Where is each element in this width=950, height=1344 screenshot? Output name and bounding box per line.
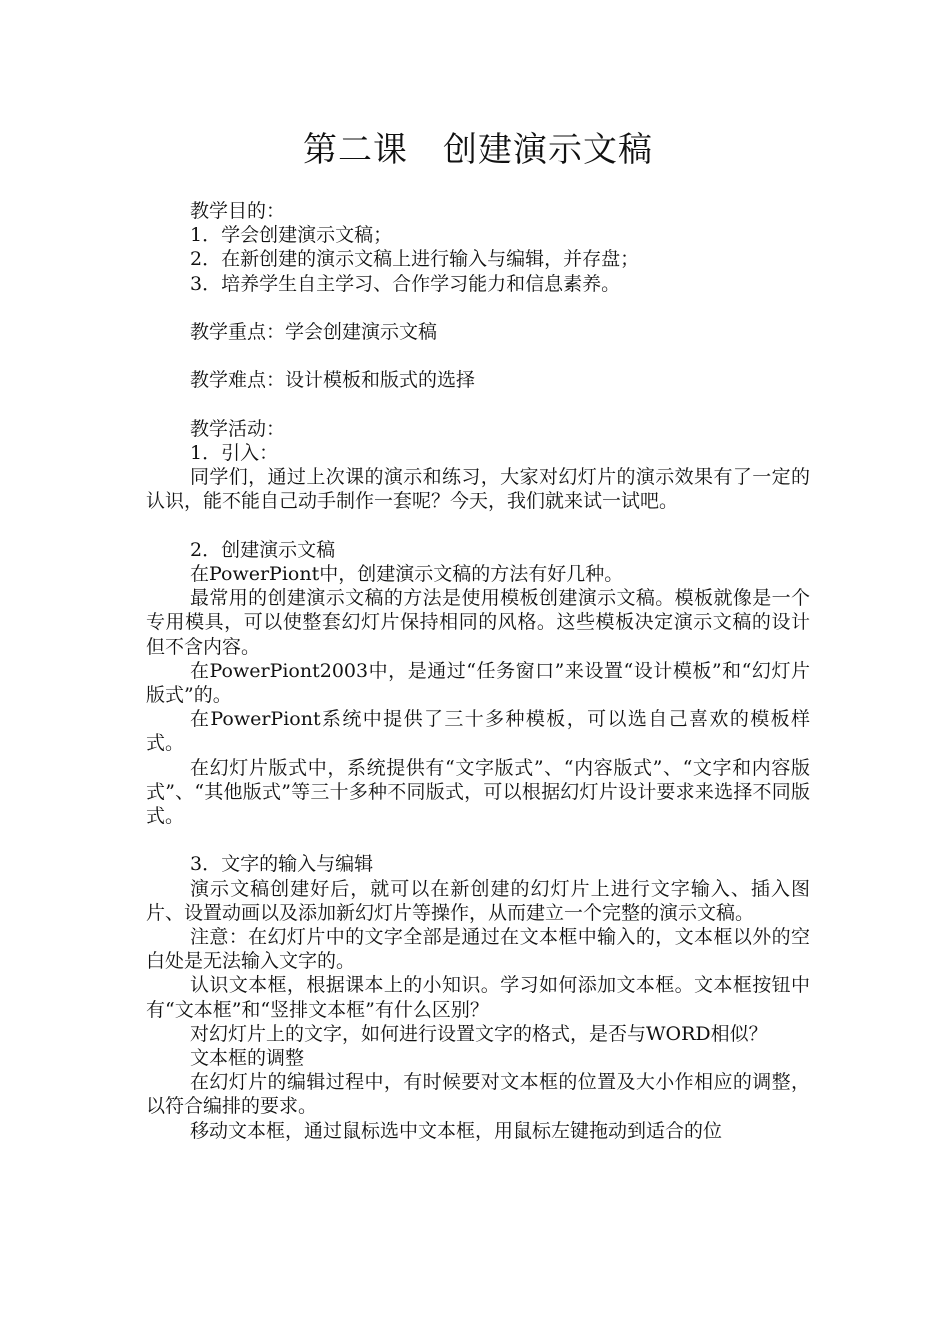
objectives-heading: 教学目的： bbox=[190, 200, 286, 222]
objective-item-2: 2．在新创建的演示文稿上进行输入与编辑，并存盘； bbox=[190, 248, 640, 271]
section3-paragraph: 认识文本框，根据课本上的小知识。学习如何添加文本框。文本框按钮中有“文本框”和“竖排文本框”有什么区别？ bbox=[146, 974, 810, 1021]
intro-heading: 1．引入： bbox=[190, 441, 279, 464]
page-title: 第二课 创建演示文稿 bbox=[303, 130, 653, 170]
section3-paragraph: 移动文本框，通过鼠标选中文本框，用鼠标左键拖动到适合的位 bbox=[190, 1119, 723, 1142]
document-body bbox=[146, 199, 810, 1143]
activities-heading: 教学活动： bbox=[190, 417, 286, 440]
spacer bbox=[146, 296, 810, 320]
section2-paragraph: 在PowerPiont中，创建演示文稿的方法有好几种。 bbox=[190, 562, 624, 585]
section3-paragraph: 对幻灯片上的文字，如何进行设置文字的格式，是否与WORD相似？ bbox=[190, 1022, 768, 1045]
spacer bbox=[146, 514, 810, 538]
section3-heading: 3．文字的输入与编辑 bbox=[190, 853, 374, 876]
intro-text: 同学们，通过上次课的演示和练习，大家对幻灯片的演示效果有了一定的认识，能不能自己动手制作一套呢？今天，我们就来试一试吧。 bbox=[146, 466, 810, 513]
difficulty: 教学难点：设计模板和版式的选择 bbox=[190, 369, 476, 392]
section2-heading: 2．创建演示文稿 bbox=[190, 538, 336, 561]
section3-paragraph: 在幻灯片的编辑过程中，有时候要对文本框的位置及大小作相应的调整，以符合编排的要求。 bbox=[146, 1071, 810, 1118]
spacer bbox=[146, 393, 810, 417]
section2-paragraph: 在PowerPiont2003中，是通过“任务窗口”来设置“设计模板”和“幻灯片版式”的。 bbox=[146, 659, 810, 706]
section3-paragraph: 演示文稿创建好后，就可以在新创建的幻灯片上进行文字输入、插入图片、设置动画以及添加新幻灯片等操作，从而建立一个完整的演示文稿。 bbox=[146, 877, 810, 924]
objective-item-1: 1．学会创建演示文稿； bbox=[190, 224, 393, 247]
key-point: 教学重点：学会创建演示文稿 bbox=[190, 321, 438, 343]
spacer bbox=[146, 344, 810, 368]
section2-paragraph: 在幻灯片版式中，系统提供有“文字版式”、“内容版式”、“文字和内容版式”、“其他版式”等三十多种不同版式，可以根据幻灯片设计要求来选择不同版式。 bbox=[146, 756, 810, 828]
objective-item-3: 3．培养学生自主学习、合作学习能力和信息素养。 bbox=[190, 272, 621, 295]
section3-subheading: 文本框的调整 bbox=[190, 1047, 305, 1070]
section2-paragraph: 最常用的创建演示文稿的方法是使用模板创建演示文稿。模板就像是一个专用模具，可以使整套幻灯片保持相同的风格。这些模板决定演示文稿的设计但不含内容。 bbox=[146, 587, 810, 658]
section2-paragraph: 在PowerPiont系统中提供了三十多种模板，可以选自己喜欢的模板样式。 bbox=[146, 708, 810, 755]
section3-paragraph: 注意：在幻灯片中的文字全部是通过在文本框中输入的，文本框以外的空白处是无法输入文字的。 bbox=[146, 926, 810, 973]
spacer bbox=[146, 828, 810, 852]
